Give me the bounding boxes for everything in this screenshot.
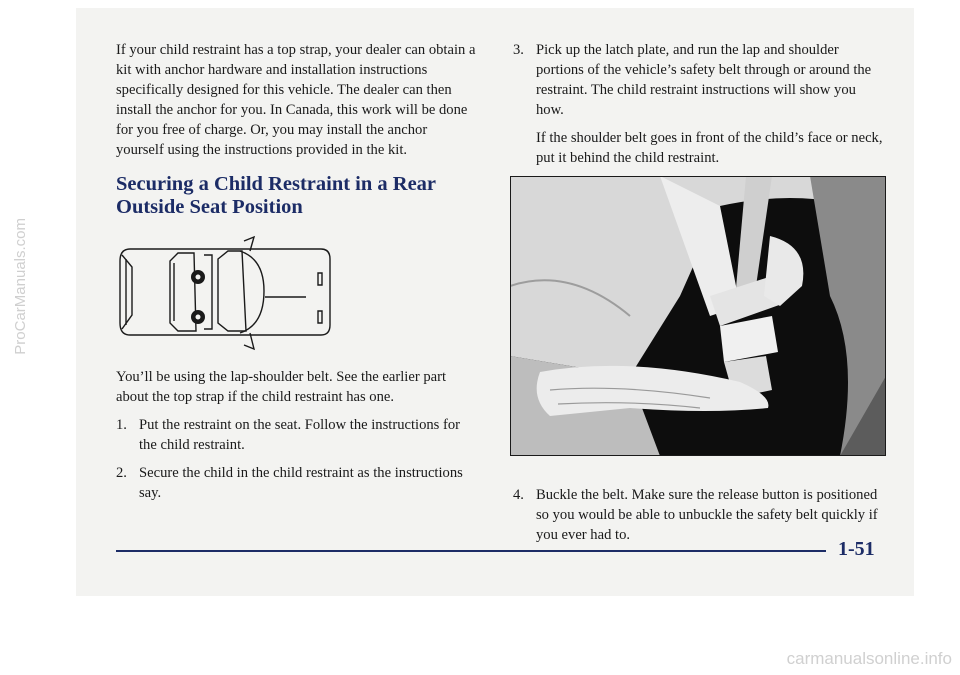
step-item — [116, 463, 478, 503]
step-number: 2. — [116, 465, 127, 481]
section-heading: Securing a Child Restraint in a Rear Outside Seat Position — [116, 173, 436, 218]
intro-paragraph: If your child restraint has a top strap, your dealer can obtain a kit with anchor hardware and installation instructions specifically designed for this vehicle. The dealer can then install the anchor for you. In Canada, this work will be done for you free of charge. Or, you may install the anchor yourself using the instructions provided in the kit. — [116, 42, 476, 158]
left-column — [116, 40, 478, 503]
right-column — [513, 40, 885, 168]
step-item — [116, 415, 478, 455]
buckle-photo — [510, 176, 886, 456]
step-number: 4. — [513, 487, 524, 503]
shoulder-belt-note: If the shoulder belt goes in front of the child’s face or neck, put it behind the child restraint. — [536, 130, 883, 166]
footer-rule — [116, 550, 826, 552]
step-number: 3. — [513, 42, 524, 58]
vehicle-seat-diagram — [116, 233, 334, 351]
step-text: Put the restraint on the seat. Follow the instructions for the child restraint. — [139, 417, 461, 453]
side-watermark: ProCarManuals.com — [12, 218, 29, 355]
step-text: Secure the child in the child restraint as the instructions say. — [139, 465, 463, 501]
step-text: Buckle the belt. Make sure the release button is positioned so you would be able to unbuckle the safety belt quickly if you ever had to. — [536, 487, 878, 543]
step-number: 1. — [116, 417, 127, 433]
page-number: 1-51 — [838, 538, 875, 560]
step-text: Pick up the latch plate, and run the lap and shoulder portions of the vehicle’s safety belt through or around the restraint. The child restraint instructions will show you how. — [536, 42, 872, 118]
step-item — [513, 485, 885, 545]
bottom-watermark: carmanualsonline.info — [786, 649, 952, 668]
step-item — [513, 40, 885, 120]
lap-shoulder-paragraph: You’ll be using the lap-shoulder belt. See the earlier part about the top strap if the child restraint has one. — [116, 369, 447, 405]
